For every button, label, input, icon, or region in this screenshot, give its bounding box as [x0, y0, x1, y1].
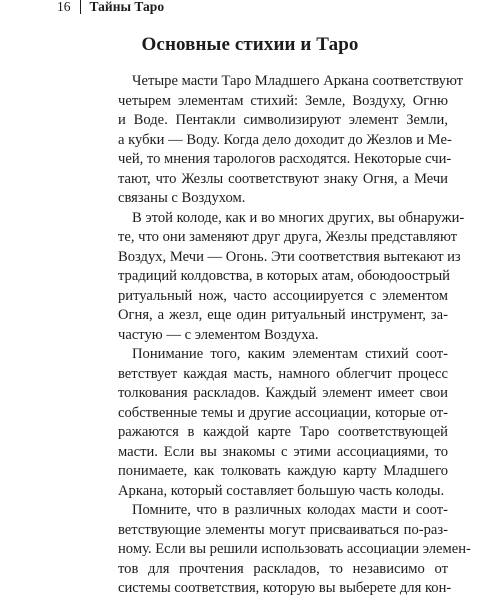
body-text: [118, 72, 471, 599]
paragraph: [118, 345, 448, 501]
text-line: системы соответствия, которую вы выберете для кон-: [118, 580, 452, 596]
text-line: тают, что Жезлы соответствуют знаку Огня, а Мечи: [118, 170, 448, 187]
text-line: ражаются в каждой карте Таро соответствующей: [118, 424, 448, 440]
header-divider: [80, 0, 81, 14]
text-line: ветствует каждая масть, намного облегчит процесс: [118, 365, 448, 382]
text-line: те, что они заменяют друг друга, Жезлы представляют: [118, 229, 458, 245]
text-line: Четыре масти Таро Младшего Аркана соответствуют: [132, 73, 464, 89]
text-line: четырем элементам стихий: Земле, Воздуху, Огню: [118, 92, 448, 109]
page-number: 16: [57, 0, 71, 14]
text-line: Воздух, Мечи — Огонь. Эти соответствия вытекают из: [118, 248, 461, 265]
text-line: В этой колоде, как и во многих других, вы обнаружи-: [132, 209, 465, 226]
text-line: традиций колдовства, в которых атам, обоюдоострый: [118, 268, 450, 284]
text-line: собственные темы и другие ассоциации, которые от-: [118, 404, 448, 421]
text-line: Огня, а жезл, еще один ритуальный инструмент, за-: [118, 307, 448, 323]
text-line: толкования раскладов. Каждый элемент имеет свои: [118, 385, 448, 401]
paragraph: [118, 72, 464, 209]
text-line: Понимание того, каким элементам стихий соот-: [132, 346, 448, 362]
text-line: ритуальный нож, часто ассоциируется с элементом: [118, 287, 448, 304]
section-title: Основные стихии и Таро: [141, 34, 359, 55]
text-line: чей, то мнения тарологов расходятся. Некоторые счи-: [118, 151, 452, 167]
text-line: а кубки — Воду. Когда дело доходит до Жезлов и Ме-: [118, 131, 452, 148]
text-line: Помните, что в различных колодах масти и соот-: [132, 502, 448, 518]
text-line: тов для прочтения раскладов, то независимо от: [118, 560, 448, 577]
text-line: ному. Если вы решили использовать ассоциации элемен-: [118, 541, 471, 557]
text-line: частую — с элементом Воздуха.: [118, 326, 319, 343]
text-line: масти. Если вы знакомы с этими ассоциациями, то: [118, 443, 448, 460]
paragraph: [118, 209, 465, 346]
running-head: [57, 0, 164, 16]
text-line: связаны с Воздухом.: [118, 190, 246, 206]
text-line: Аркана, который составляет большую часть колоды.: [118, 482, 445, 499]
paragraph: [118, 501, 471, 599]
text-line: понимаете, как толковать каждую карту Младшего: [118, 463, 448, 479]
text-line: и Воде. Пентакли символизируют элемент Земли,: [118, 112, 448, 128]
text-line: ветствующие элементы могут присваиваться по-раз-: [118, 521, 448, 538]
book-title: Тайны Таро: [89, 0, 165, 14]
